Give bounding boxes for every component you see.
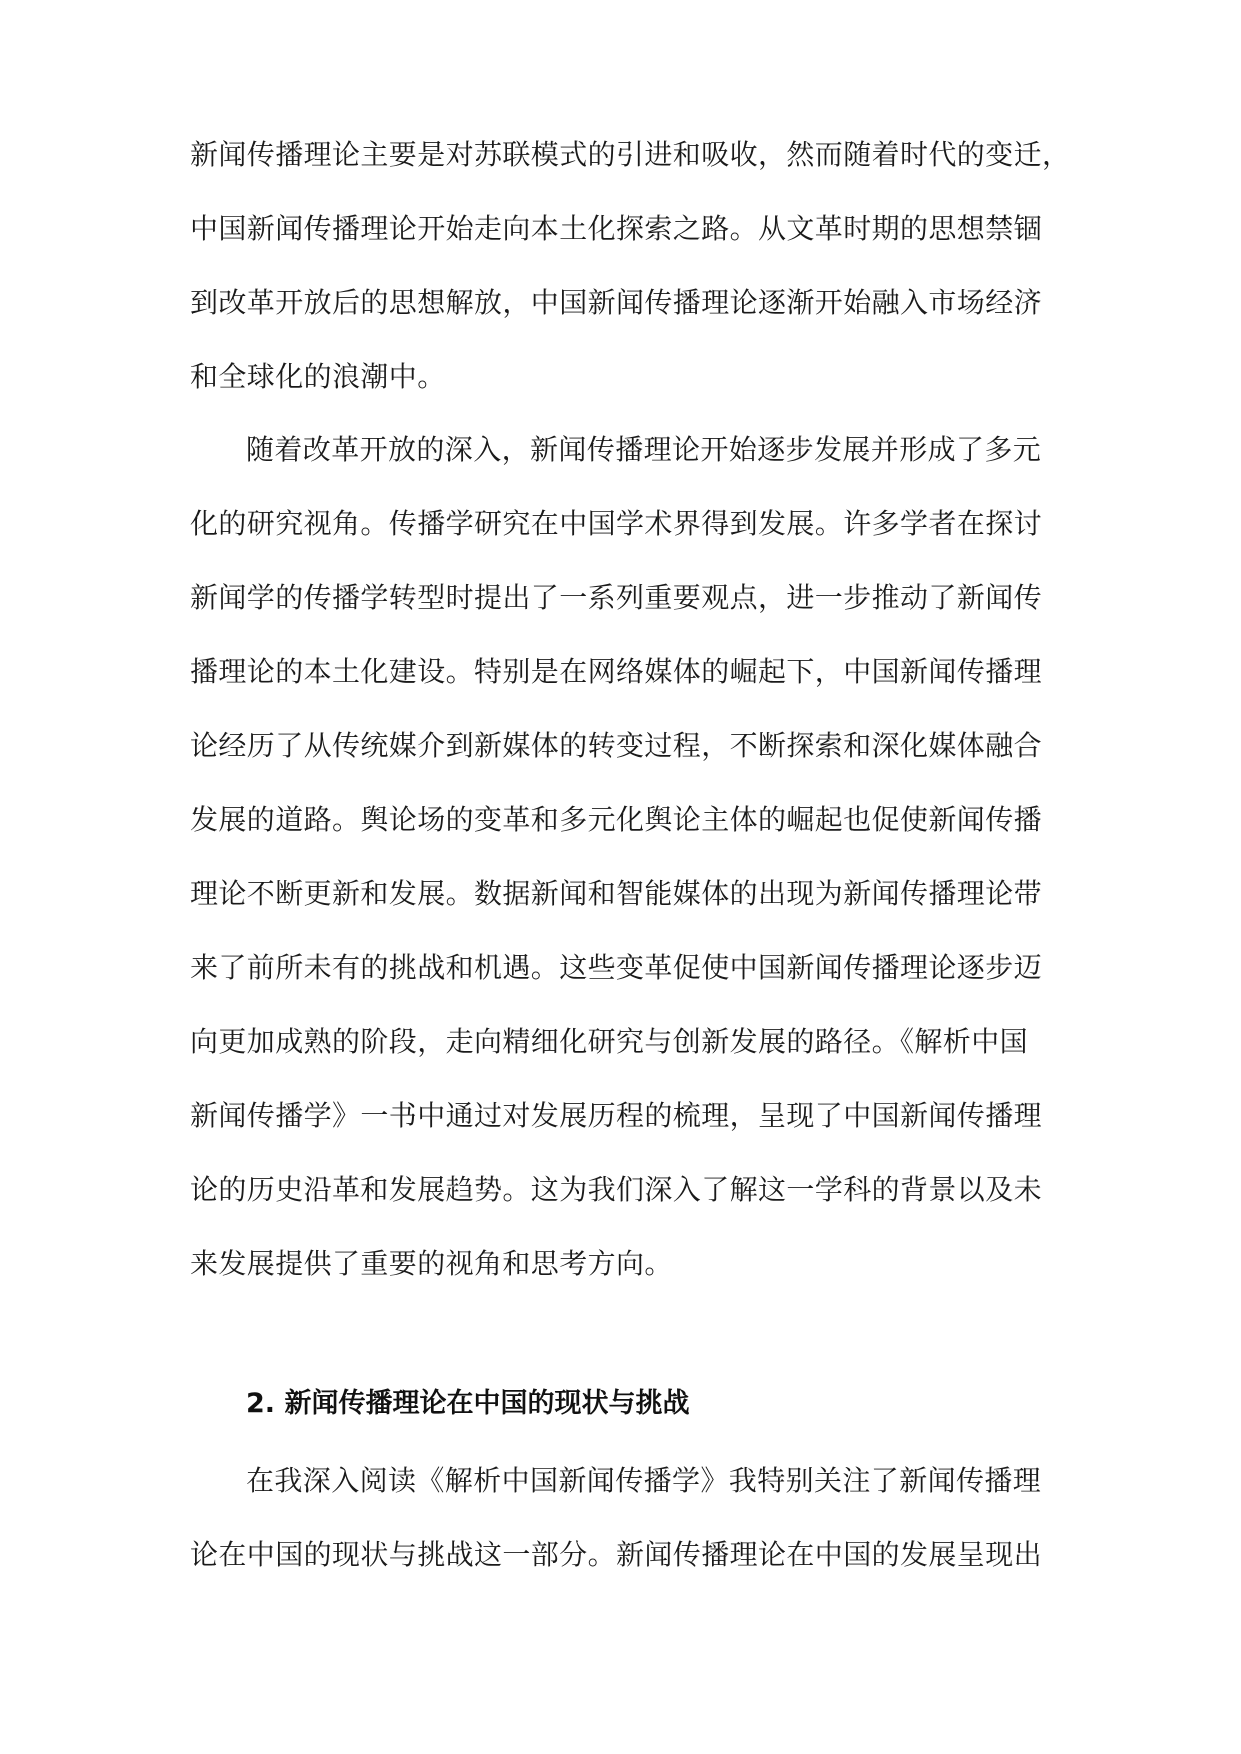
paragraph-2-line-3: 新闻学的传播学转型时提出了一系列重要观点，进一步推动了新闻传: [190, 581, 1043, 614]
paragraph-2-line-9: 向更加成熟的阶段，走向精细化研究与创新发展的路径。《解析中国: [190, 1025, 1029, 1058]
paragraph-3-line-2: 论在中国的现状与挑战这一部分。新闻传播理论在中国的发展呈现出: [190, 1538, 1043, 1571]
paragraph-2-line-8: 来了前所未有的挑战和机遇。这些变革促使中国新闻传播理论逐步迈: [190, 951, 1043, 984]
paragraph-1-line-1: 新闻传播理论主要是对苏联模式的引进和吸收，然而随着时代的变迁，: [190, 138, 1071, 171]
paragraph-2-line-12: 来发展提供了重要的视角和思考方向。: [190, 1247, 673, 1280]
paragraph-1-line-3: 到改革开放后的思想解放，中国新闻传播理论逐渐开始融入市场经济: [190, 286, 1043, 319]
paragraph-2-line-7: 理论不断更新和发展。数据新闻和智能媒体的出现为新闻传播理论带: [190, 877, 1043, 910]
paragraph-1-line-2: 中国新闻传播理论开始走向本土化探索之路。从文革时期的思想禁锢: [190, 212, 1043, 245]
paragraph-2-line-4: 播理论的本土化建设。特别是在网络媒体的崛起下，中国新闻传播理: [190, 655, 1043, 688]
paragraph-2-line-10: 新闻传播学》一书中通过对发展历程的梳理，呈现了中国新闻传播理: [190, 1099, 1043, 1132]
paragraph-2-line-6: 发展的道路。舆论场的变革和多元化舆论主体的崛起也促使新闻传播: [190, 803, 1043, 836]
section-heading: 2. 新闻传播理论在中国的现状与挑战: [246, 1388, 690, 1419]
paragraph-3-line-1: 在我深入阅读《解析中国新闻传播学》我特别关注了新闻传播理: [246, 1464, 1042, 1497]
paragraph-2-line-2: 化的研究视角。传播学研究在中国学术界得到发展。许多学者在探讨: [190, 507, 1043, 540]
paragraph-2-line-11: 论的历史沿革和发展趋势。这为我们深入了解这一学科的背景以及未: [190, 1173, 1043, 1206]
paragraph-1-line-4: 和全球化的浪潮中。: [190, 360, 446, 393]
paragraph-2-line-1: 随着改革开放的深入，新闻传播理论开始逐步发展并形成了多元: [246, 433, 1042, 466]
paragraph-2-line-5: 论经历了从传统媒介到新媒体的转变过程，不断探索和深化媒体融合: [190, 729, 1043, 762]
